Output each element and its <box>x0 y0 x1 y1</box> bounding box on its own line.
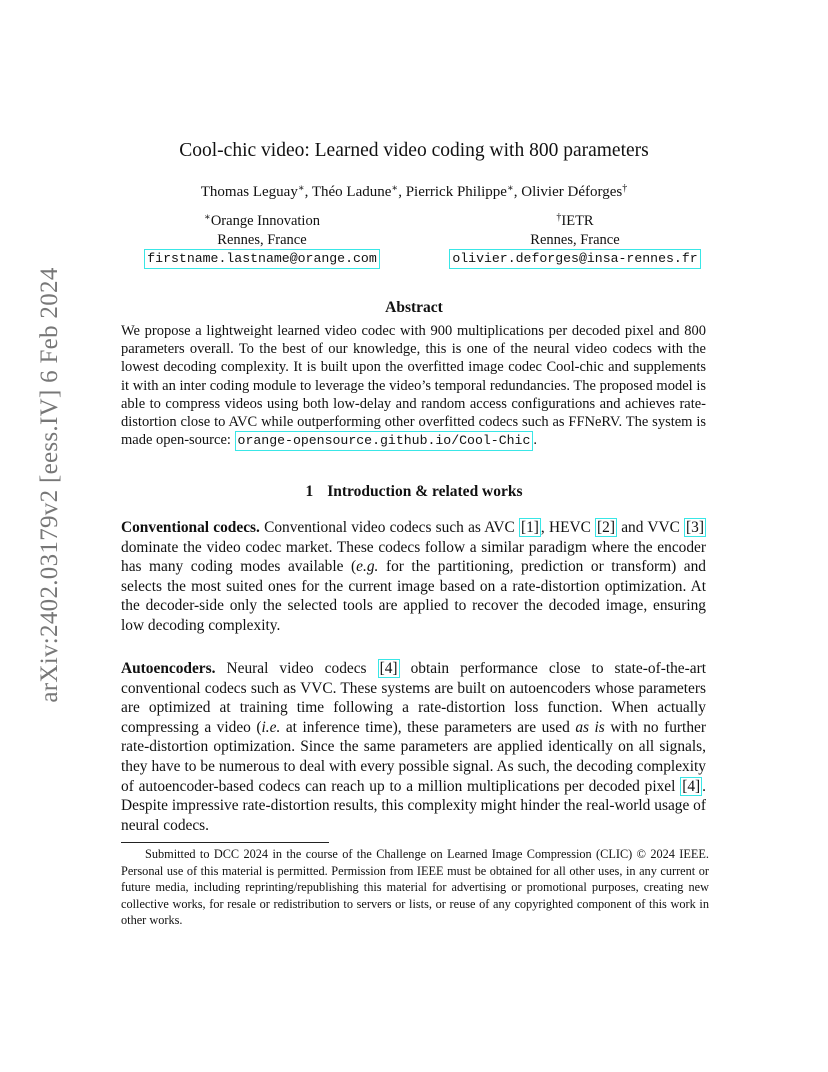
footnote-rule <box>121 842 329 843</box>
author-mark: ∗ <box>297 183 305 194</box>
abstract-heading: Abstract <box>385 299 443 316</box>
italic-text: e.g. <box>356 558 379 576</box>
abstract-text <box>121 322 706 451</box>
email-link[interactable]: olivier.deforges@insa-rennes.fr <box>449 249 700 269</box>
paragraph-text: at inference time), these parameters are used <box>280 718 576 736</box>
email-link[interactable]: firstname.lastname@orange.com <box>144 249 380 269</box>
footnote-submission: Submitted to DCC 2024 in the course of the Challenge on Learned Image Compression (CLIC) <box>145 847 633 861</box>
paragraph-heading: Autoencoders. <box>121 660 216 677</box>
affiliation-city: Rennes, France <box>530 231 620 248</box>
italic-text: i.e. <box>261 718 281 736</box>
citation-link[interactable]: [3] <box>686 519 704 536</box>
citation-link[interactable]: [4] <box>682 777 701 795</box>
paragraph-text: , HEVC <box>540 519 596 536</box>
italic-text: as is <box>575 718 605 736</box>
abstract-body: We propose a lightweight learned video codec with 900 multiplications per decoded pixel and 800 parameters overall. To the best of our knowledge, this is one of the neural video codecs with the lowest decoding complexity. It is built upon the overfitted image codec Cool-chic and supplements it with an inter coding module to leverage the video’s temporal redundancies. The proposed model is able to compress videos using both low-delay and random access configurations and achieves rate-distortion close to AVC while outperforming other overfitted codecs such as FFNeRV. The system is made open-source: <box>121 323 706 449</box>
paragraph-conventional-codecs <box>121 518 706 636</box>
author-mark: ∗ <box>506 183 514 194</box>
citation-link[interactable]: [2] <box>597 519 615 536</box>
paragraph-text: and VVC <box>617 519 685 536</box>
section-number: 1 <box>305 483 314 500</box>
affiliation-city: Rennes, France <box>217 231 307 248</box>
affiliation-org: IETR <box>561 213 594 229</box>
paragraph-text: Conventional video codecs such as AVC <box>259 519 519 536</box>
author-list: Thomas Leguay∗, Théo Ladune∗, Pierrick Philippe∗, Olivier Déforges† <box>200 183 628 200</box>
author-name: Théo Ladune <box>311 184 392 200</box>
author-name: Olivier Déforges <box>521 184 623 200</box>
paragraph-autoencoders <box>121 659 706 835</box>
footnote-copyright: © 2024 IEEE. Personal use of this material is permitted. Permission from IEEE must be obtained for all other uses, in any current or future media, including reprinting/republishing this material for advertising or promotional purposes, creating new collective works, for resale or redistribution to servers or lists, or reuse of any copyrighted component of this work in other works. <box>121 847 710 927</box>
abstract-end: . <box>533 432 537 449</box>
author-name: Pierrick Philippe <box>405 184 507 200</box>
paper-title: Cool-chic video: Learned video coding with 800 parameters <box>179 140 649 161</box>
section-title: Introduction & related works <box>327 483 523 500</box>
citation-link[interactable]: [4] <box>379 660 398 677</box>
paragraph-text: with no further rate-distortion optimization. Since the same parameters are applied identically on all signals, they have to be numerous to deal with every possible signal. As such, the decoding complexity of autoencoder-based codecs can reach up to a million multiplications per decoded pixel <box>121 718 706 795</box>
affiliation-mark: † <box>556 212 562 223</box>
affiliation-orange <box>112 212 412 269</box>
paragraph-text: obtain performance close to state-of-the-art conventional codecs such as VVC. These systems are built on autoencoders whose parameters are optimized at training time following a rate-distortion loss function. When actually compressing a video ( <box>121 660 706 736</box>
paragraph-text: Neural video codecs <box>215 660 378 677</box>
affiliation-mark: ∗ <box>204 212 211 223</box>
paragraph-text: . Despite impressive rate-distortion results, this complexity might hinder the real-world usage of neural codecs. <box>121 777 706 834</box>
affiliation-org: Orange Innovation <box>210 213 320 229</box>
arxiv-identifier: arXiv:2402.03179v2 [eess.IV] 6 Feb 2024 <box>36 267 63 703</box>
paragraph-text: for the partitioning, prediction or transform) and selects the most suited ones for the current image based on a rate-distortion optimization. At the decoder-side only the selected tools are applied to recover the decoded image, ensuring low decoding complexity. <box>121 558 707 634</box>
section-heading <box>0 483 828 501</box>
paragraph-heading: Conventional codecs. <box>121 519 260 536</box>
paragraph-text: dominate the video codec market. These codecs follow a similar paradigm where the encoder has many coding modes available ( <box>121 538 706 576</box>
citation-link[interactable]: [1] <box>520 519 539 536</box>
affiliation-ietr <box>425 212 725 269</box>
author-mark: ∗ <box>391 183 399 194</box>
author-name: Thomas Leguay <box>200 184 298 200</box>
author-mark: † <box>622 183 628 194</box>
footnote <box>121 846 709 929</box>
repo-link[interactable]: orange-opensource.github.io/Cool-Chic <box>235 431 534 451</box>
